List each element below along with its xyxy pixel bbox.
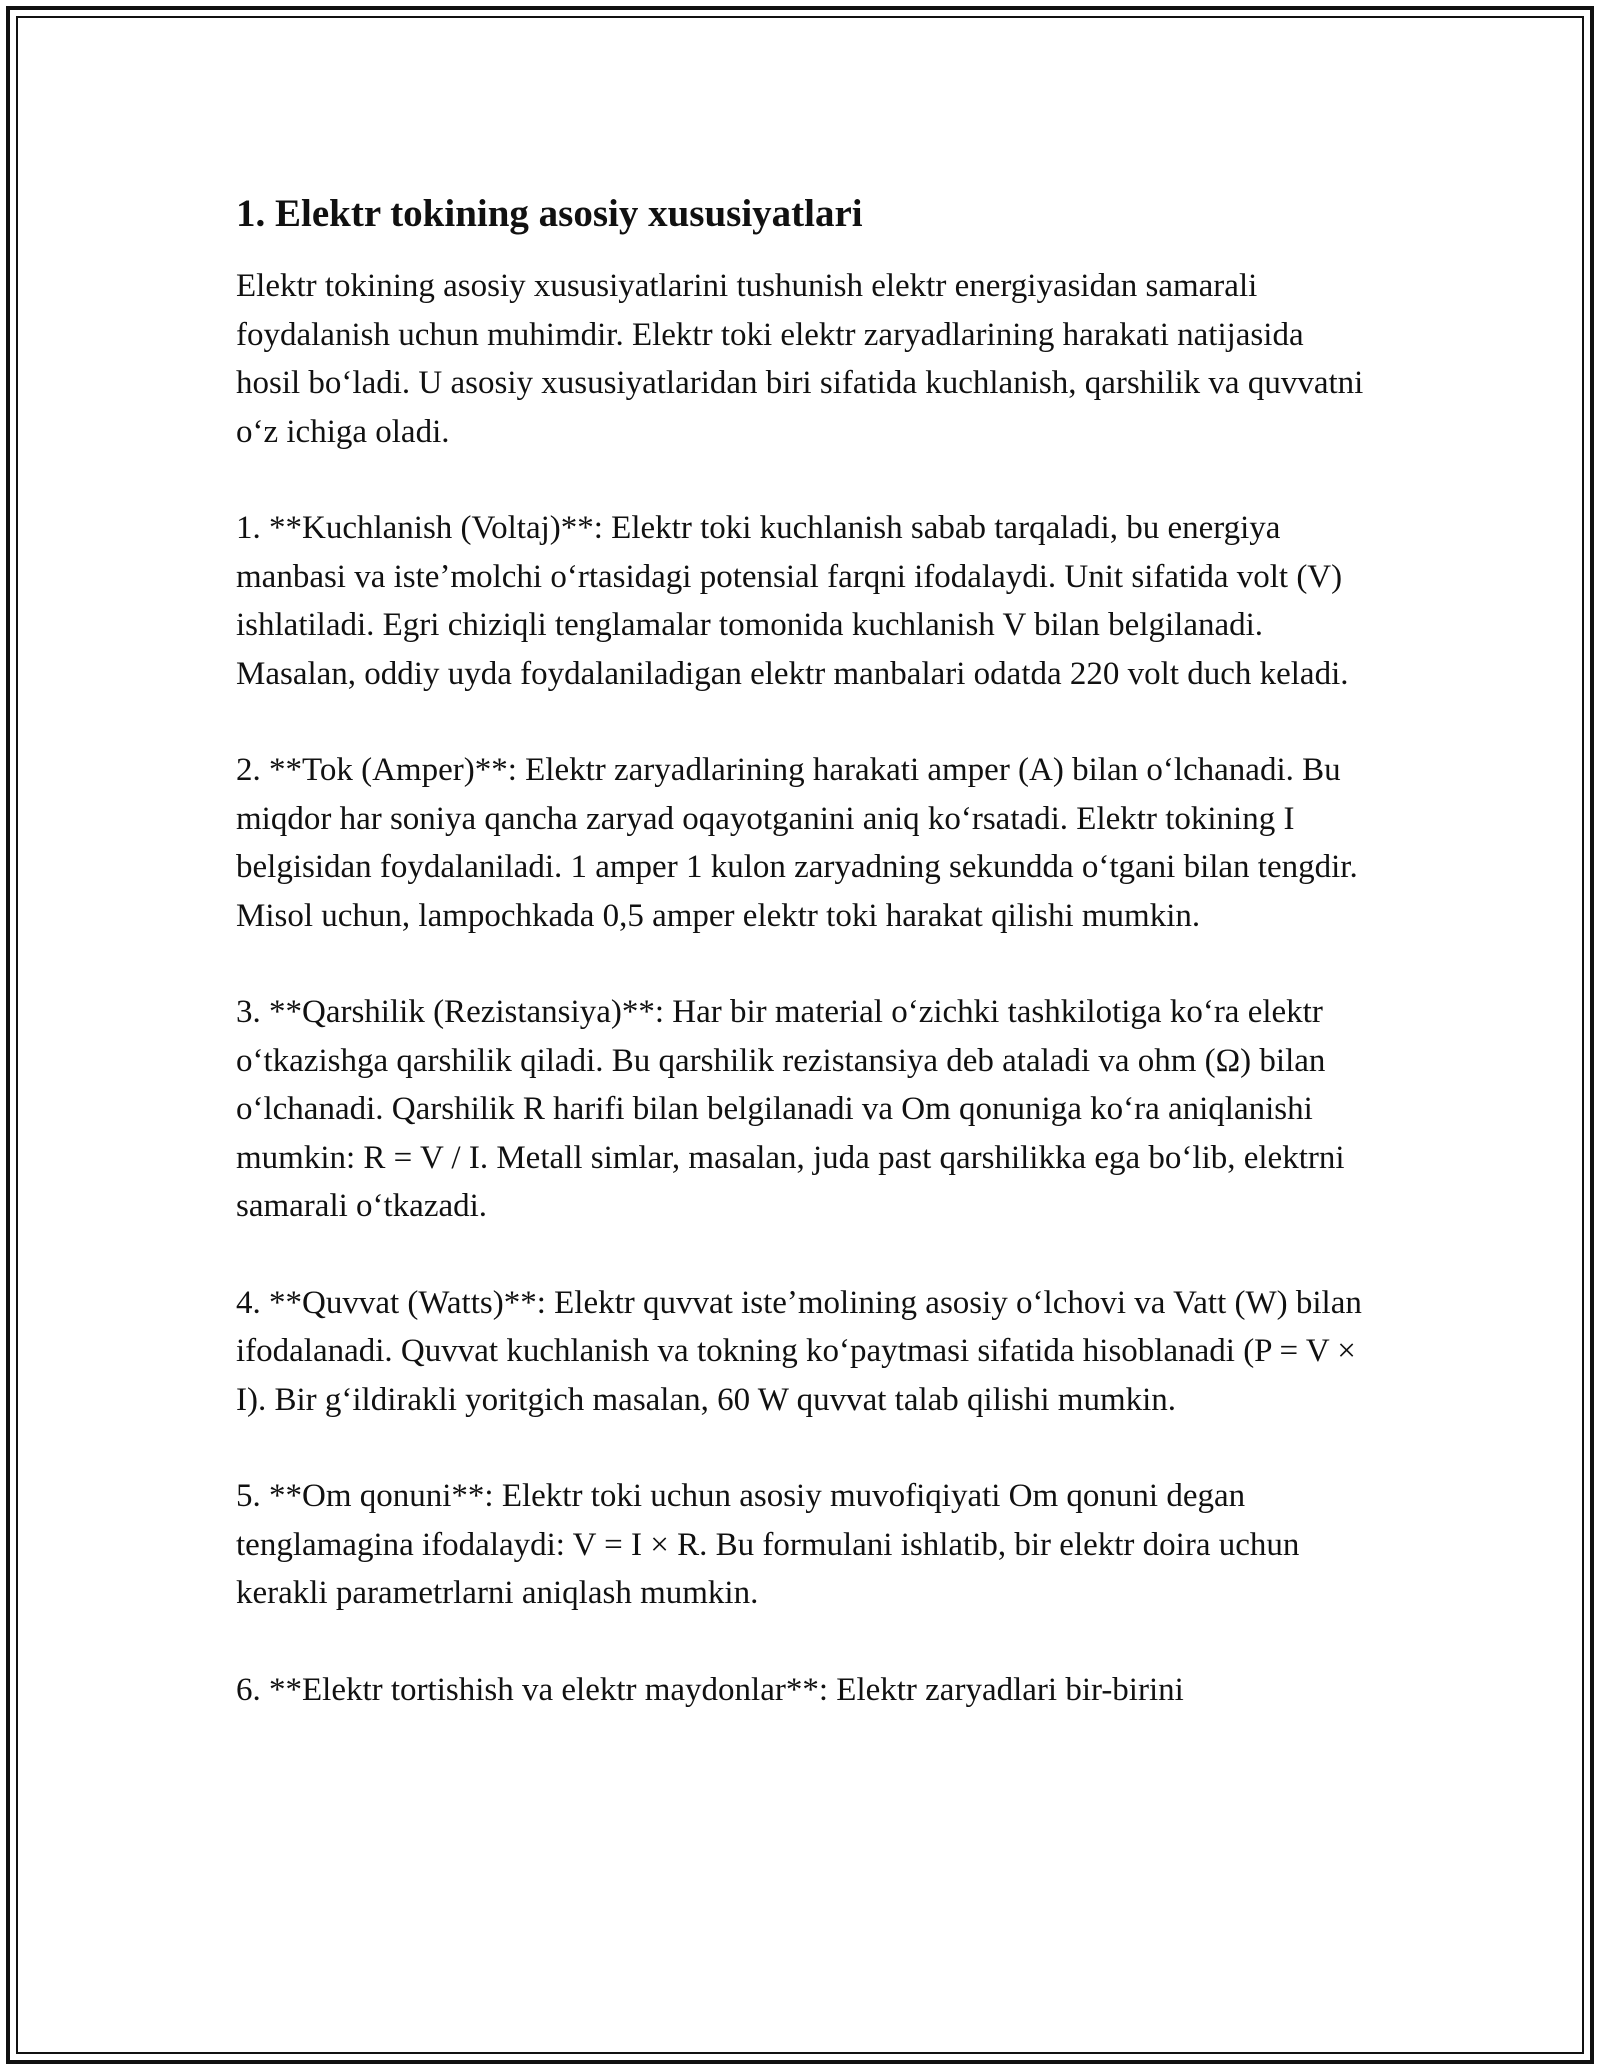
- paragraph-resistance: 3. **Qarshilik (Rezistansiya)**: Har bir material oʻzichki tashkilotiga koʻra elektr oʻtkazishga qarshilik qiladi. Bu qarshilik rezistansiya deb ataladi va ohm (Ω) bilan oʻlchanadi. Qarshilik R harifi bilan belgilanadi va Om qonuniga koʻra aniqlanishi mumkin: R = V / I. Metall simlar, masalan, juda past qarshilikka ega boʻlib, elektrni samarali oʻtkazadi.: [236, 994, 1345, 1224]
- paragraph-electric-fields: 6. **Elektr tortishish va elektr maydonlar**: Elektr zaryadlari bir-birini: [236, 1671, 1184, 1708]
- intro-paragraph: Elektr tokining asosiy xususiyatlarini tushunish elektr energiyasidan samarali foydalanish uchun muhimdir. Elektr toki elektr zaryadlarining harakati natijasida hosil boʻladi. U asosiy xususiyatlaridan biri sifatida kuchlanish, qarshilik va quvvatni oʻz ichiga oladi.: [236, 268, 1364, 450]
- paragraph-voltage: 1. **Kuchlanish (Voltaj)**: Elektr toki kuchlanish sabab tarqaladi, bu energiya manbasi va isteʼmolchi oʻrtasidagi potensial farqni ifodalaydi. Unit sifatida volt (V) ishlatiladi. Egri chiziqli tenglamalar tomonida kuchlanish V bilan belgilanadi. Masalan, oddiy uyda foydalaniladigan elektr manbalari odatda 220 volt duch keladi.: [236, 510, 1349, 692]
- section-heading: 1. Elektr tokining asosiy xususiyatlari: [236, 192, 863, 235]
- paragraph-current: 2. **Tok (Amper)**: Elektr zaryadlarining harakati amper (A) bilan oʻlchanadi. Bu miqdor har soniya qancha zaryad oqayotganini aniq koʻrsatadi. Elektr tokining I belgisidan foydalaniladi. 1 amper 1 kulon zaryadning sekundda oʻtgani bilan tengdir. Misol uchun, lampochkada 0,5 amper elektr toki harakat qilishi mumkin.: [236, 752, 1358, 934]
- paragraph-ohms-law: 5. **Om qonuni**: Elektr toki uchun asosiy muvofiqiyati Om qonuni degan tenglamagina ifodalaydi: V = I × R. Bu formulani ishlatib, bir elektr doira uchun kerakli parametrlarni aniqlash mumkin.: [236, 1478, 1300, 1611]
- paragraph-power: 4. **Quvvat (Watts)**: Elektr quvvat isteʼmolining asosiy oʻlchovi va Vatt (W) bilan ifodalanadi. Quvvat kuchlanish va tokning koʻpaytmasi sifatida hisoblanadi (P = V × I). Bir gʻildirakli yoritgich masalan, 60 W quvvat talab qilishi mumkin.: [236, 1284, 1362, 1418]
- document-body: [236, 186, 1366, 1762]
